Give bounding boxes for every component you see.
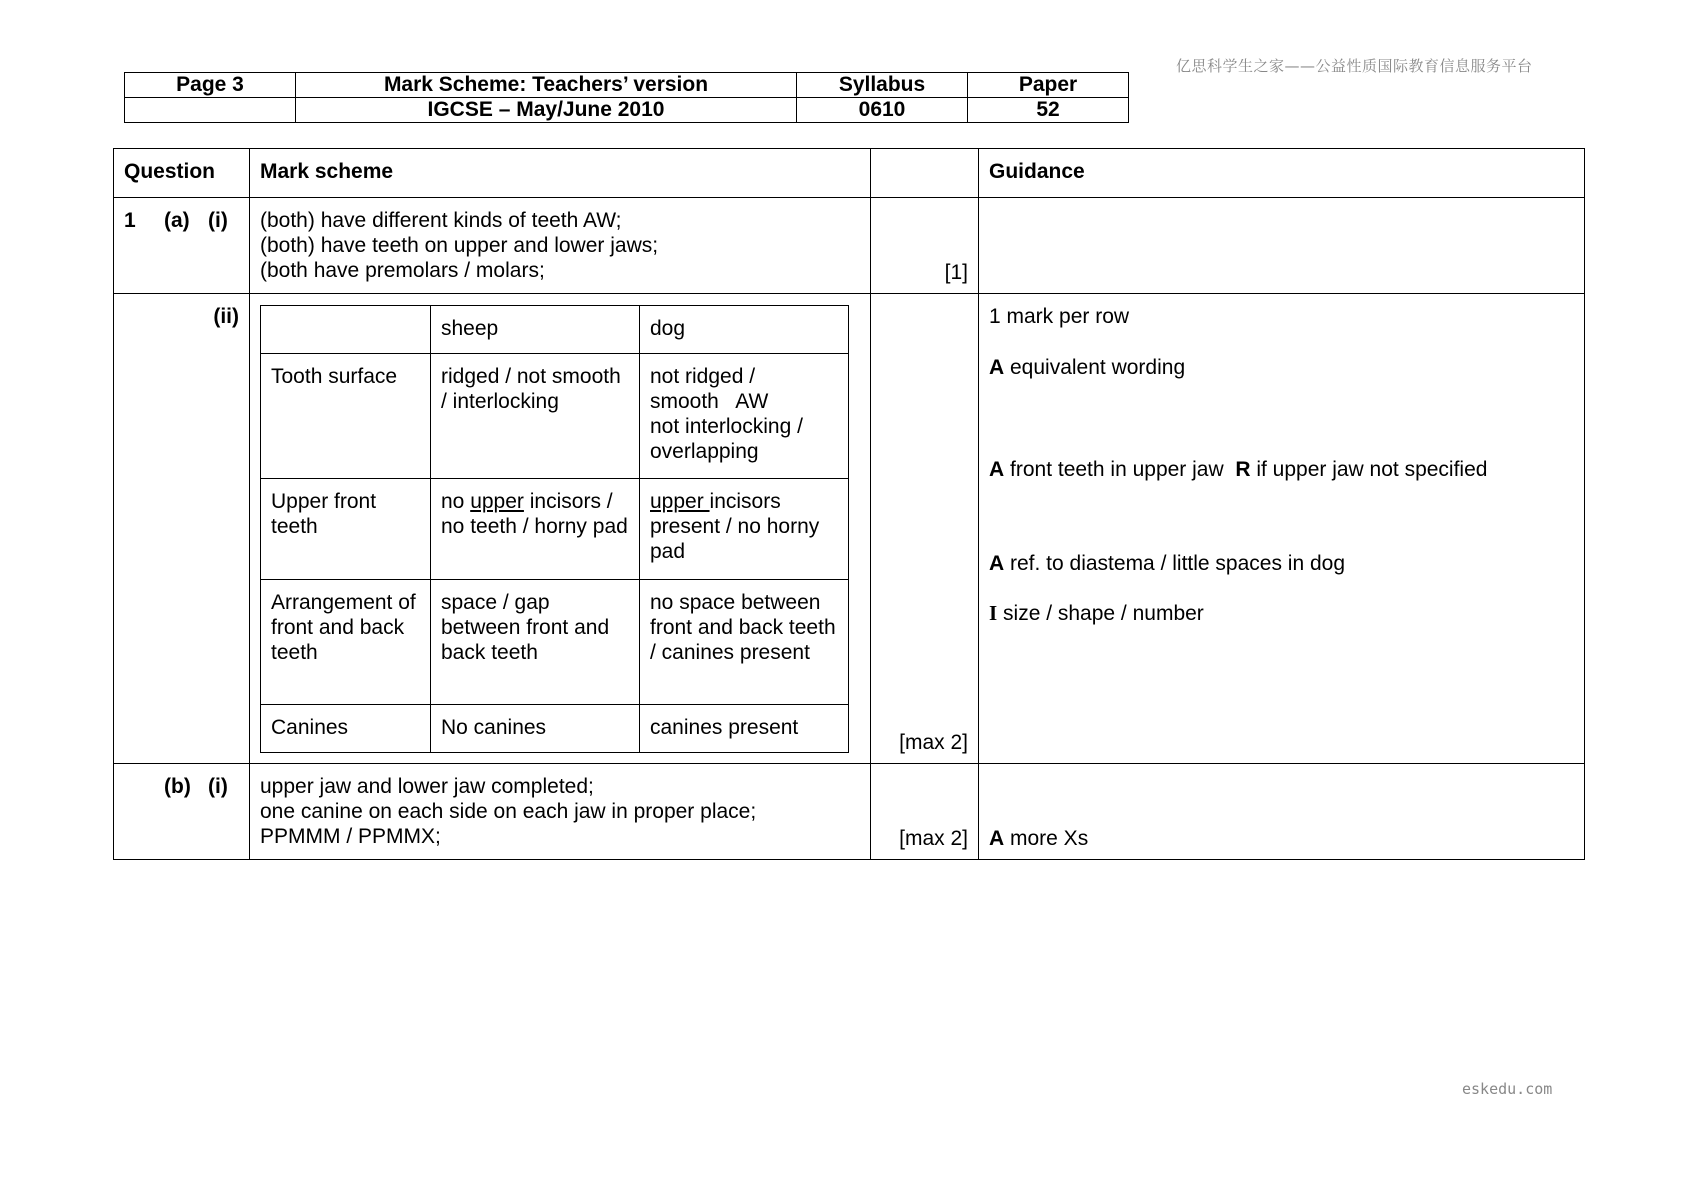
header-table	[124, 72, 1129, 123]
guidance-text: more Xs	[1004, 827, 1089, 850]
inner-cell: No canines	[431, 705, 640, 753]
row-b-i	[114, 764, 1585, 860]
q-subpart: (i)	[208, 209, 228, 232]
header-blank	[125, 98, 296, 123]
mark-scheme-cell	[250, 294, 871, 764]
row-a-i	[114, 198, 1585, 294]
mark-scheme-cell	[250, 198, 871, 294]
answer-line: (both) have different kinds of teeth AW;	[260, 209, 622, 232]
guidance-code: A	[989, 827, 1005, 850]
guidance-text: size / shape / number	[997, 602, 1204, 625]
inner-row-label: Arrangement of front and back teeth	[261, 580, 431, 705]
inner-blank	[261, 306, 431, 354]
q-num: 1	[124, 209, 136, 232]
answer-line: PPMMM / PPMMX;	[260, 825, 441, 848]
inner-text-underlined: upper	[470, 490, 524, 513]
col-header-mark-scheme: Mark scheme	[250, 149, 871, 198]
question-number	[114, 764, 250, 860]
col-header-guidance: Guidance	[979, 149, 1585, 198]
mark-scheme-cell	[250, 764, 871, 860]
guidance-text: front teeth in upper jaw	[1004, 458, 1236, 481]
header-title: Mark Scheme: Teachers’ version	[296, 73, 797, 98]
inner-text: incisors present / no horny pad	[650, 490, 820, 563]
answer-line: one canine on each side on each jaw in proper place;	[260, 800, 757, 823]
header-exam: IGCSE – May/June 2010	[296, 98, 797, 123]
marks-cell: [max 2]	[871, 294, 979, 764]
guidance-code: A	[989, 552, 1005, 575]
q-subpart: (ii)	[213, 305, 239, 328]
header-page: Page 3	[125, 73, 296, 98]
answer-line: (both have premolars / molars;	[260, 259, 545, 282]
guidance-cell	[979, 294, 1585, 764]
watermark-top: 亿思科学生之家——公益性质国际教育信息服务平台	[1176, 57, 1533, 75]
guidance-line	[989, 457, 1574, 482]
header-syllabus-label: Syllabus	[797, 73, 968, 98]
marks-cell: [1]	[871, 198, 979, 294]
q-part: (a)	[164, 209, 190, 232]
inner-line: overlapping	[650, 440, 759, 463]
mark-scheme-table	[113, 148, 1585, 860]
inner-line: not interlocking /	[650, 415, 803, 438]
inner-line: smooth AW	[650, 390, 769, 413]
q-subpart: (i)	[208, 775, 228, 798]
teeth-comparison-table	[260, 305, 849, 753]
guidance-text: if upper jaw not specified	[1250, 458, 1488, 481]
guidance-text: equivalent wording	[1004, 356, 1186, 379]
header-syllabus-value: 0610	[797, 98, 968, 123]
answer-line: upper jaw and lower jaw completed;	[260, 775, 594, 798]
inner-cell: ridged / not smooth / interlocking	[431, 354, 640, 479]
col-header-question: Question	[114, 149, 250, 198]
guidance-line	[989, 355, 1574, 380]
guidance-cell	[979, 764, 1585, 860]
inner-row-label: Tooth surface	[261, 354, 431, 479]
guidance-code: A	[989, 458, 1005, 481]
inner-cell	[431, 479, 640, 580]
q-part: (b)	[164, 775, 191, 798]
inner-text: incisors / no teeth / horny pad	[441, 490, 628, 538]
guidance-line	[989, 551, 1574, 576]
col-header-marks	[871, 149, 979, 198]
question-number	[114, 198, 250, 294]
guidance-text: ref. to diastema / little spaces in dog	[1004, 552, 1346, 575]
inner-line: not ridged /	[650, 365, 756, 388]
guidance-line	[989, 601, 1574, 626]
inner-text: no	[441, 490, 471, 513]
header-paper-label: Paper	[968, 73, 1129, 98]
guidance-line: 1 mark per row	[989, 305, 1130, 328]
inner-row-label: Canines	[261, 705, 431, 753]
inner-cell: no space between front and back teeth / canines present	[640, 580, 849, 705]
inner-text-underlined: upper	[650, 490, 710, 513]
inner-cell: canines present	[640, 705, 849, 753]
guidance-cell	[979, 198, 1585, 294]
inner-col-sheep: sheep	[431, 306, 640, 354]
inner-cell: space / gap between front and back teeth	[431, 580, 640, 705]
answer-line: (both) have teeth on upper and lower jaws;	[260, 234, 659, 257]
watermark-bottom: eskedu.com	[1462, 1080, 1553, 1098]
inner-row-label: Upper front teeth	[261, 479, 431, 580]
question-number	[114, 294, 250, 764]
guidance-code: I	[989, 601, 998, 625]
row-a-ii	[114, 294, 1585, 764]
inner-cell	[640, 479, 849, 580]
header-paper-value: 52	[968, 98, 1129, 123]
guidance-code: A	[989, 356, 1005, 379]
inner-col-dog: dog	[640, 306, 849, 354]
guidance-code: R	[1235, 458, 1251, 481]
inner-cell	[640, 354, 849, 479]
marks-cell: [max 2]	[871, 764, 979, 860]
